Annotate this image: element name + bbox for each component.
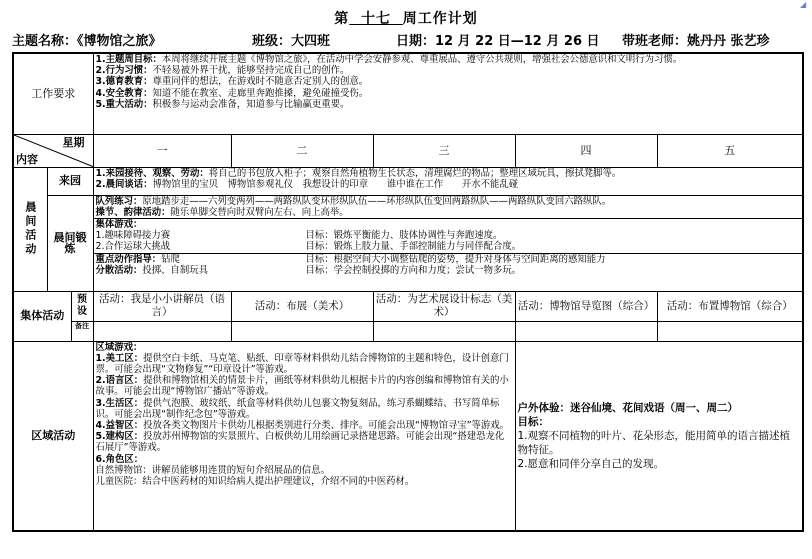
list-item: 3.生活区：提供气泡膜、玻纹纸、纸盒等材料供幼儿包裹文物复刻品，练习系蝴蝶结、书写简单标识。可能会出现“制作纪念包”等游戏。 [95, 397, 500, 420]
date-range: 日期：12 月 22 日—12 月 26 日 [396, 34, 600, 49]
preset-monday: 活动：我是小小讲解员（语言） [93, 291, 231, 321]
preset-wednesday: 活动：为艺术展设计标志（美术） [373, 291, 515, 321]
list-item: 4.安全教育：知道不能在教室、走廊里奔跑推搡，避免碰撞受伤。 [95, 87, 369, 99]
day-wednesday: 三 [373, 134, 515, 167]
outdoor-goal-2: 2.愿意和同伴分享自己的发现。 [517, 457, 665, 470]
preset-friday: 活动：布置博物馆（综合） [657, 291, 803, 321]
note-monday [93, 321, 231, 341]
exercise-row [13, 195, 803, 291]
content-corner-label: 内容 [16, 153, 38, 167]
arrival-label: 来园 [47, 167, 93, 195]
list-item: 1.美工区：提供空白卡纸、马克笔、贴纸、印章等材料供幼儿结合博物馆的主题和特色，设计创意门票。可能会出现“文物修复”“印章设计”等游戏。 [95, 352, 509, 375]
list-item: 4.益智区：投放各类文物图片卡供幼儿根据类别进行分类、排序。可能会出现“博物馆寻宝”等游戏。 [95, 419, 510, 431]
outdoor-experience [515, 341, 803, 531]
exercise-content: 队列练习：原地踏步走——六列变两列——两路纵队变环形纵队伍——环形纵队伍变回两路纵队——两路纵队变回六路纵队。 操节、韵律活动：随乐单脚交替向时双臂向左右、向上高举。 集体游戏： 1.趣味障碍接力赛 目标：锻炼平衡能力、肢体协调性与奔跑速度。 2.合作运球大挑战 目标：锻炼上肢力量、手部控制能力与同伴配合度。 重点动作指导：钻爬 目标：根据空间大小调整钻爬的姿势，提升对身体与空间距离的感知能力 分散活动：投掷、自制玩具 目标：学会控制投掷的方向和力度；尝试一物多玩。 [93, 195, 803, 291]
preset-label: 预设 [71, 291, 93, 321]
note-label: 备注 [71, 321, 93, 341]
area-activity-row [13, 341, 803, 531]
group-games-head: 集体游戏： [95, 218, 143, 230]
class-name: 班级：大四班 [252, 34, 331, 49]
list-item: 1.主题周目标：本周将继续开展主题《博物馆之旅》，在活动中学会安静参观、尊重展品、遵守公共规则，增强社会公德意识和文明行为习惯。 [95, 54, 683, 65]
outdoor-goal-head: 目标： [517, 415, 549, 428]
day-tuesday: 二 [231, 134, 373, 167]
group-activity-label: 集体活动 [13, 291, 71, 341]
resize-handle-icon: ◢ [800, 0, 807, 9]
area-activity-content [93, 341, 515, 531]
outdoor-title: 户外体验：迷谷仙境、花间戏语（周一、周二） [517, 401, 738, 414]
day-monday: 一 [93, 134, 231, 167]
preset-thursday: 活动：博物馆导览图（综合） [515, 291, 657, 321]
arrival-row [13, 167, 803, 195]
morning-activity-label: 晨间活动 [13, 167, 47, 291]
requirements-content [93, 53, 803, 134]
list-item: 5.重大活动：积极参与运动会准备，知道参与比输赢更重要。 [95, 98, 350, 110]
role-area-line: 儿童医院：结合中医药材的知识给病人提出护理建议，介绍不同的中医药材。 [95, 475, 415, 487]
preset-tuesday: 活动：布展（美术） [231, 291, 373, 321]
theme-name: 主题名称：《博物馆之旅》 [12, 34, 162, 49]
plan-header [12, 30, 802, 48]
weekly-plan-table [12, 52, 804, 532]
diagonal-header [13, 134, 93, 167]
outdoor-goal-1: 1.观察不同植物的叶片、花朵形态，能用简单的语言描述植物特征。 [517, 429, 791, 456]
arrival-content: 1.来园接待、观察、劳动：将自己的书包放入柜子；观察自然角植物生长状态，清理腐烂的物品；整理区域玩具，擦拭凳脚等。 2.晨间谈话：博物馆里的宝贝 博物馆参观礼仪 我想设计的印章 谁中谁在工作 开水不能乱碰 [93, 167, 803, 195]
requirements-label: 工作要求 [13, 53, 93, 134]
teachers: 带班老师：姚丹丹 张艺珍 [622, 34, 770, 49]
area-activity-label: 区域活动 [13, 341, 93, 531]
note-tuesday [231, 321, 373, 341]
note-wednesday [373, 321, 515, 341]
day-friday: 五 [657, 134, 803, 167]
weekday-corner-label: 星期 [62, 135, 85, 149]
list-item: 2.行为习惯：不轻易被外界干扰，能够坚持完成自己的创作。 [95, 65, 350, 77]
note-friday [657, 321, 803, 341]
page-title: 第 十七 周工作计划 [334, 11, 478, 27]
group-activity-row [13, 291, 803, 321]
list-item: 2.语言区：提供和博物馆相关的情景卡片，画纸等材料供幼儿根据卡片的内容创编和博物馆有关的小故事。可能会出现“博物馆广播站”等游戏。 [95, 375, 509, 398]
day-thursday: 四 [515, 134, 657, 167]
note-row [13, 321, 803, 341]
note-thursday [515, 321, 657, 341]
list-item: 6.角色区： [95, 453, 144, 465]
requirements-row [13, 53, 803, 134]
list-item: 3.德育教育：尊重同伴的想法，在游戏时不随意否定别人的创意。 [95, 76, 369, 88]
area-games-head: 区域游戏： [95, 341, 143, 353]
role-area-line: 自然博物馆：讲解员能够用连贯的短句介绍展品的信息。 [95, 464, 330, 476]
list-item: 5.建构区：投放苏州博物馆的实景照片、白板供幼儿用绘画记录搭建思路。可能会出现“搭建恐龙化石展厅”等游戏。 [95, 431, 505, 454]
exercise-label: 晨间锻炼 [47, 195, 93, 291]
day-header-row [13, 134, 803, 167]
